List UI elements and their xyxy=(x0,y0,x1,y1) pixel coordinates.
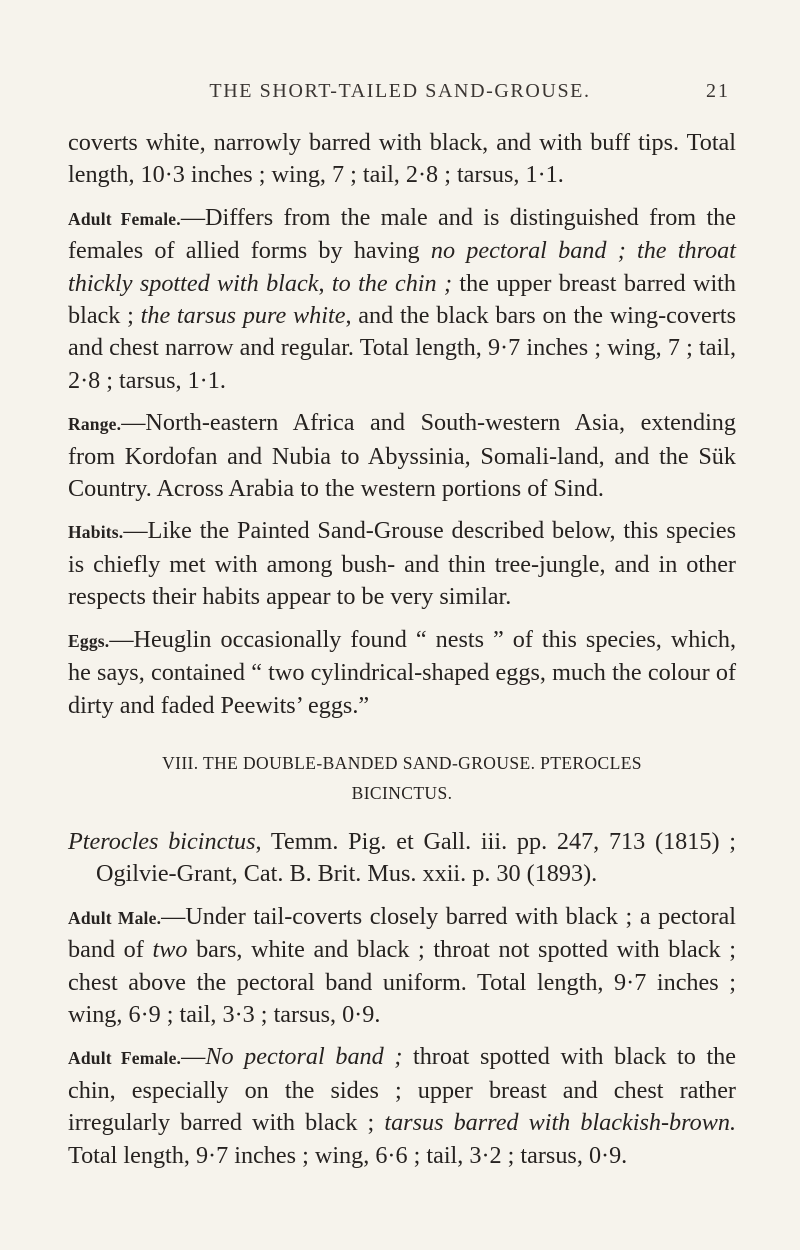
paragraph-text: —Under tail-coverts closely barred with black ; a pectoral band of xyxy=(68,902,737,964)
paragraph-lead: Habits. xyxy=(68,522,124,543)
paragraph-lead: Adult Male. xyxy=(68,907,162,928)
paragraph-text: , xyxy=(318,269,332,297)
paragraph-eggs xyxy=(68,624,736,722)
italic-text: no pectoral band ; the throat thickly spotted with black xyxy=(68,237,736,297)
italic-text: tarsus barred with blackish-brown. xyxy=(384,1109,736,1137)
paragraph-adult-female-2 xyxy=(68,1041,736,1172)
section-heading-line: VIII. THE DOUBLE-BANDED SAND-GROUSE. PTEROCLES xyxy=(162,752,642,773)
paragraph-text: bars, white and black ; throat not spotted with black ; chest above the pectoral band uniform. Total length, 9·7 inches ; wing, 6·9 ; tail, 3·3 ; tarsus, 0·9. xyxy=(68,936,736,1028)
paragraph-text: the upper breast barred with black ; xyxy=(68,269,736,330)
italic-text: two xyxy=(152,936,188,964)
italic-text: to the chin ; xyxy=(331,269,453,297)
section-heading xyxy=(68,748,736,808)
italic-text: the tarsus pure white xyxy=(140,302,346,330)
paragraph-text: — xyxy=(181,1043,206,1071)
italic-text: No pectoral band ; xyxy=(205,1043,403,1071)
paragraph-text: , and the black bars on the wing-coverts and chest narrow and regular. Total length, 9·7 inches ; wing, 7 ; tail, 2·8 ; tarsus, 1·1. xyxy=(68,302,736,394)
paragraph-adult-male xyxy=(68,901,736,1032)
paragraph-text: —Differs from the male and is distinguished from the females of allied forms by having xyxy=(68,203,737,265)
page-number: 21 xyxy=(706,80,730,102)
paragraph-lead: Adult Female. xyxy=(68,1048,182,1069)
section-heading-line: BICINCTUS. xyxy=(351,782,453,803)
paragraph-lead: Eggs. xyxy=(68,630,110,651)
paragraph-adult-female xyxy=(68,202,736,397)
paragraph-text: —North-eastern Africa and South-western Asia, extending from Kordofan and Nubia to Abyssinia, Somali-land, and the Sük Country. Across Arabia to the western portions of Sind. xyxy=(68,409,736,503)
running-head xyxy=(70,80,730,110)
paragraph-text: —Like the Painted Sand-Grouse described below, this species is chiefly met with among bush- and thin tree-jungle, and in other respects their habits appear to be very similar. xyxy=(68,517,736,611)
paragraph-range xyxy=(68,407,736,505)
paragraph-text: coverts white, narrowly barred with black, and with buff tips. Total length, 10·3 inches ; wing, 7 ; tail, 2·8 ; tarsus, 1·1. xyxy=(68,129,736,189)
body-text xyxy=(68,127,736,1172)
paragraph-habits xyxy=(68,515,736,613)
paragraph-coverts xyxy=(68,127,736,192)
paragraph-lead: Adult Female. xyxy=(68,208,181,229)
paragraph-text: —Heuglin occasionally found “ nests ” of this species, which, he says, contained “ two cylindrical-shaped eggs, much the colour of dirty and faded Peewits’ eggs.” xyxy=(68,625,736,719)
reference-citation xyxy=(68,826,736,891)
species-name: Pterocles bicinctus xyxy=(68,827,256,855)
paragraph-text: throat spotted with black to the chin, especially on the sides ; upper breast and chest rather irregularly barred with black ; xyxy=(68,1043,737,1137)
citation-text: , Temm. Pig. et Gall. iii. pp. 247, 713 (1815) ; Ogilvie-Grant, Cat. B. Brit. Mus. xxii. p. 30 (1893). xyxy=(96,827,736,888)
running-title: THE SHORT-TAILED SAND-GROUSE. xyxy=(209,80,591,102)
paragraph-lead: Range. xyxy=(68,414,122,435)
paragraph-text: Total length, 9·7 inches ; wing, 6·6 ; tail, 3·2 ; tarsus, 0·9. xyxy=(68,1141,628,1169)
